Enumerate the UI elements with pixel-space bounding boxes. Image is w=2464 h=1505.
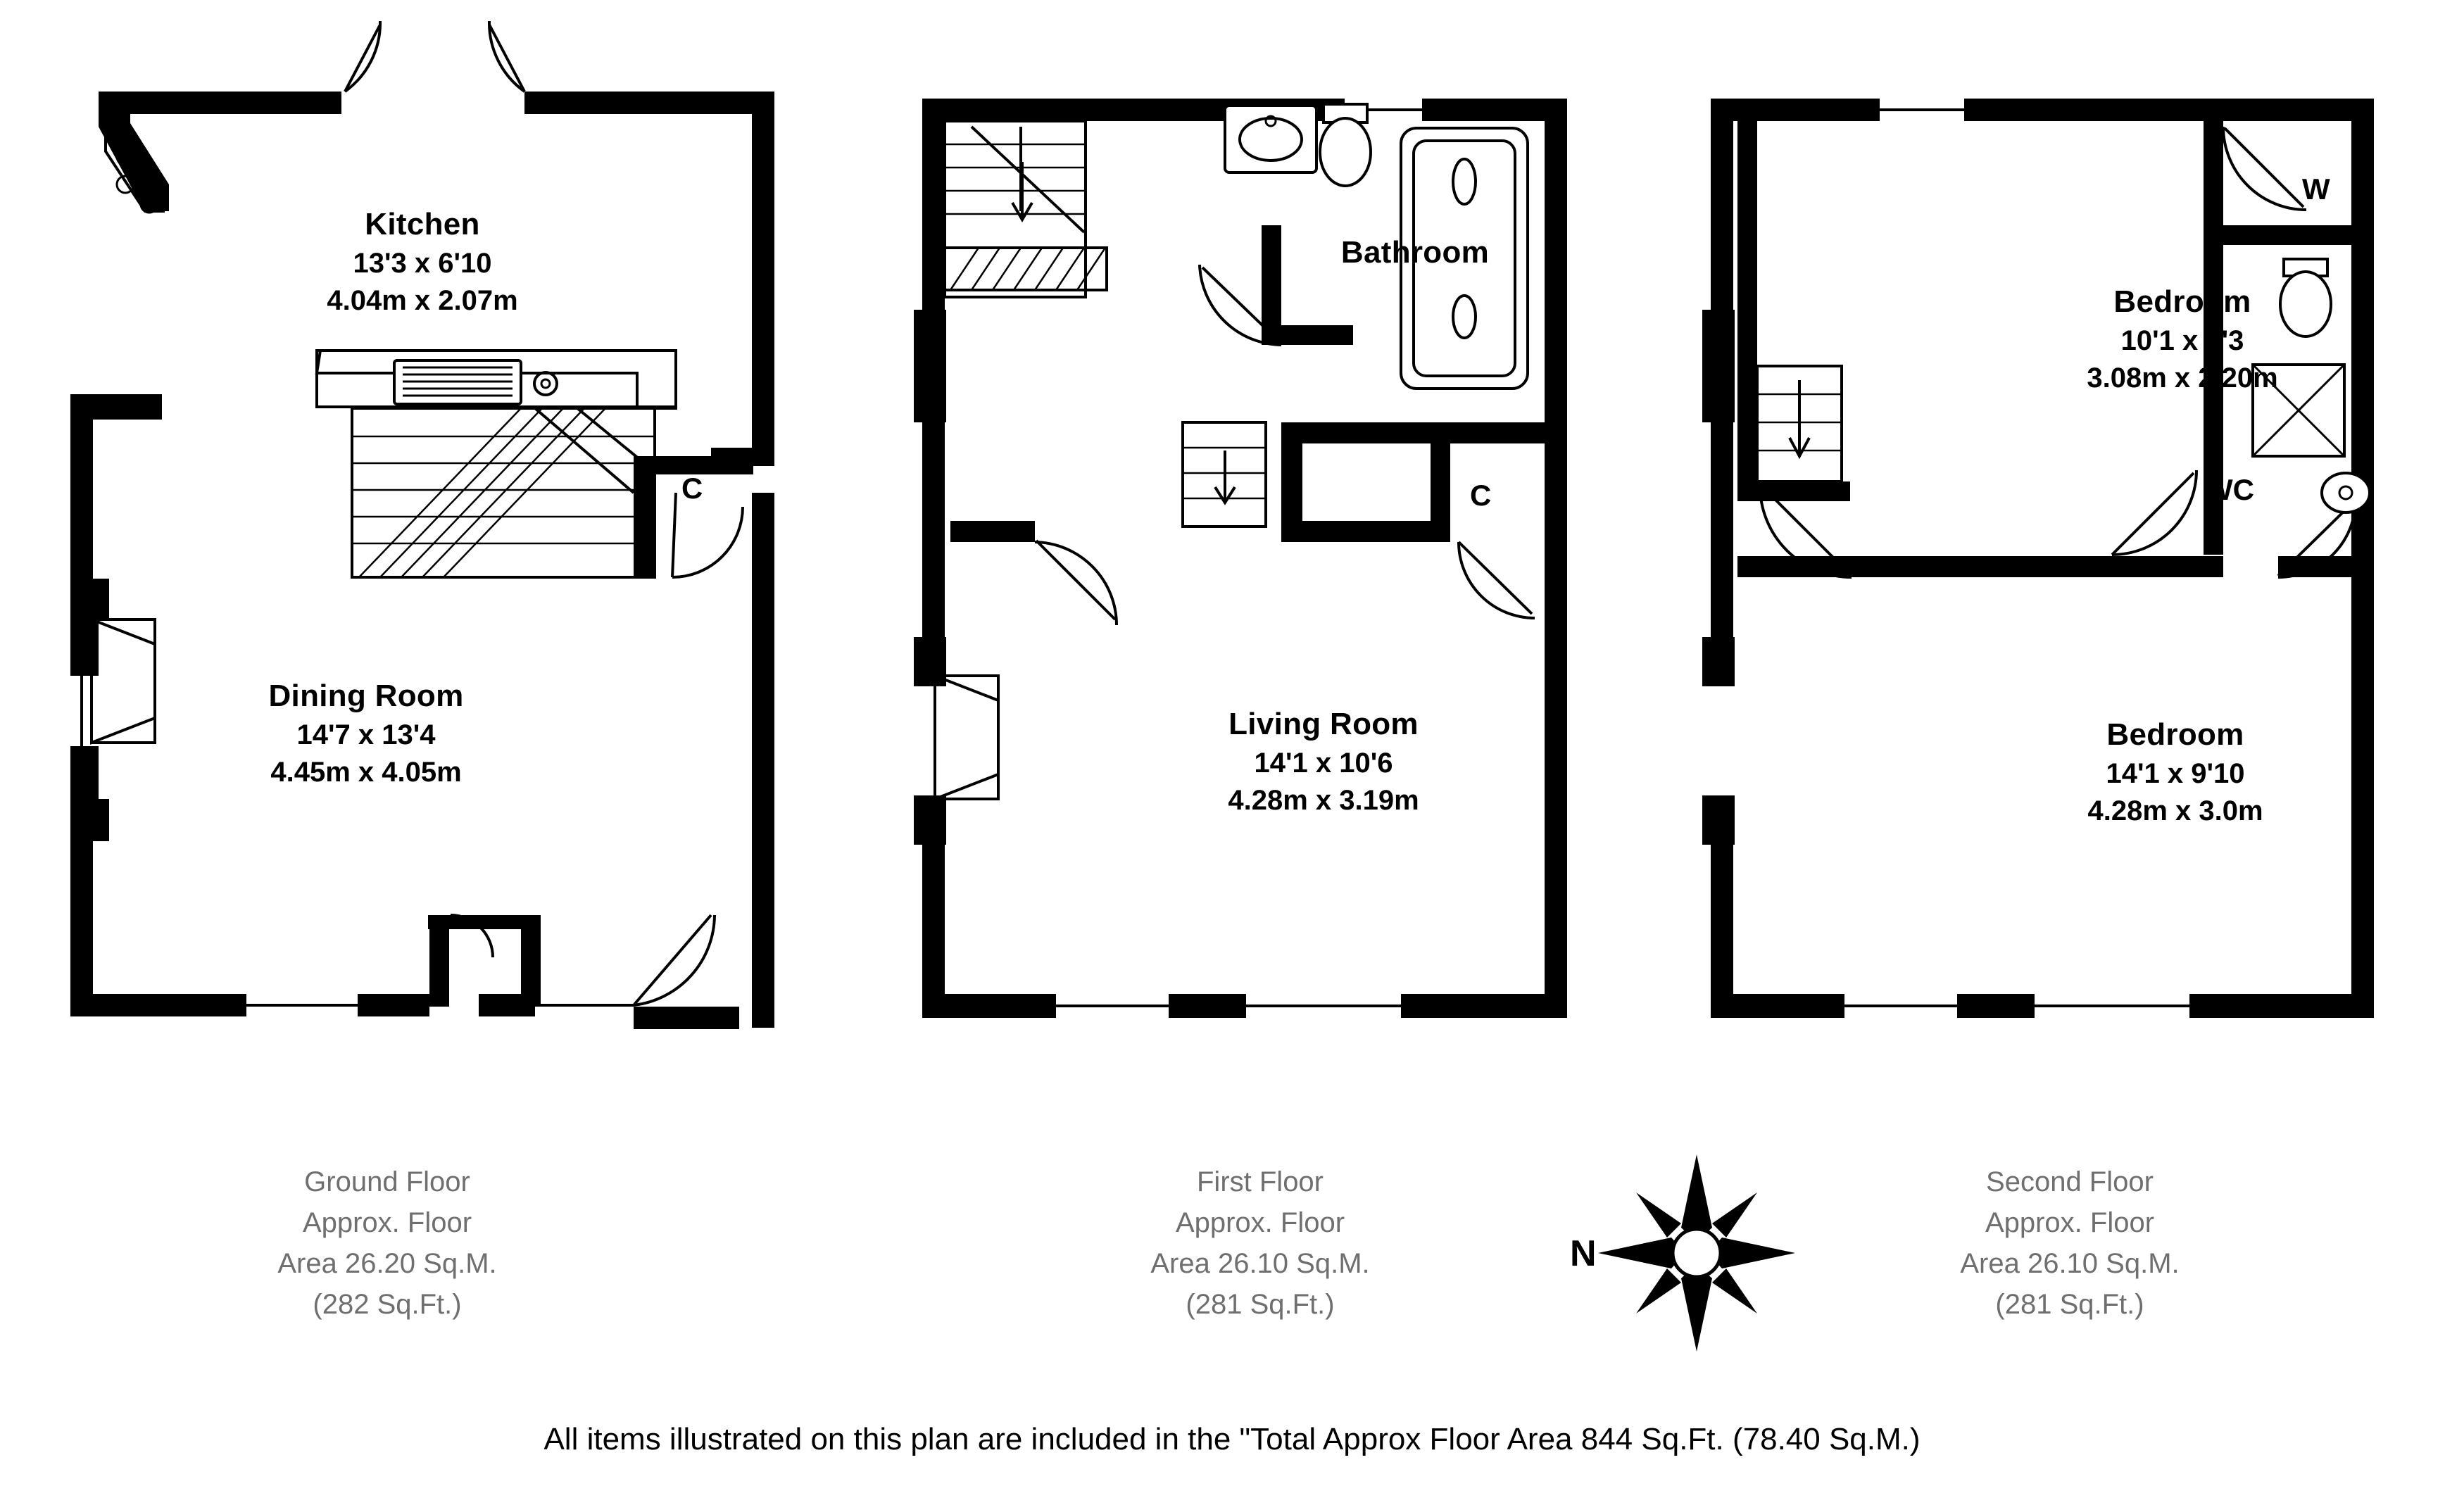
compass (1528, 1140, 1823, 1366)
second-floor-plan (1619, 0, 2464, 1320)
compass-north-label: N (1570, 1233, 1597, 1274)
ground-floor-drawing (0, 0, 845, 1098)
first-floor-drawing (831, 0, 1647, 1098)
front-door (634, 915, 715, 1005)
second-floor-caption (1788, 1161, 2351, 1325)
footer-note: All items illustrated on this plan are included in the "Total Approx Floor Area 844 Sq.Ft. (78.40 Sq.M.) (543, 1422, 1921, 1456)
fireplace-icon (935, 676, 998, 799)
staircase-down (1757, 366, 1842, 481)
wc-tag: WC (2205, 473, 2254, 506)
caption-line2: Approx. Floor (1175, 1207, 1345, 1238)
room-label-kitchen (204, 204, 641, 320)
room-label-living-room (1063, 704, 1584, 819)
room-name: Kitchen (365, 207, 480, 241)
toilet-icon (1320, 104, 1371, 186)
caption-line4: (282 Sq.Ft.) (313, 1289, 462, 1320)
room-dim-metric: 4.28m x 3.19m (1228, 784, 1419, 816)
room-label-bathroom (1253, 232, 1577, 273)
room-label-bedroom-1 (1950, 282, 2415, 397)
compass-rose-icon (1528, 1140, 1823, 1366)
bedroom1-door (2112, 470, 2196, 555)
staircase (352, 408, 655, 577)
top-double-doors (345, 21, 524, 92)
room-dim-metric: 4.28m x 3.0m (2087, 795, 2263, 826)
room-dim-imperial: 14'7 x 13'4 (296, 719, 436, 751)
caption-line3: Area 26.10 Sq.M. (1960, 1248, 2180, 1279)
room-dim-imperial: 14'1 x 9'10 (2106, 758, 2245, 790)
caption-line3: Area 26.10 Sq.M. (1150, 1248, 1370, 1279)
second-floor-drawing (1619, 0, 2464, 1098)
cupboard-door-swing (672, 507, 743, 577)
sink-icon (394, 360, 557, 404)
caption-line4: (281 Sq.Ft.) (1186, 1289, 1335, 1320)
living-room-door (1035, 541, 1117, 625)
caption-line2: Approx. Floor (302, 1207, 472, 1238)
first-floor-caption (993, 1161, 1528, 1325)
caption-line2: Approx. Floor (1985, 1207, 2155, 1238)
room-name: Bedroom (2113, 284, 2251, 319)
room-label-dining-room (99, 676, 634, 791)
wardrobe-door (2223, 127, 2306, 210)
caption-title: Ground Floor (304, 1166, 470, 1197)
caption-line3: Area 26.20 Sq.M. (277, 1248, 497, 1279)
staircase-second-flight (1183, 422, 1266, 527)
room-dim-metric: 4.45m x 4.05m (270, 756, 462, 788)
room-name: Bathroom (1340, 235, 1490, 270)
staircase-up (945, 121, 1107, 297)
cupboard-door-leaf (672, 493, 676, 577)
room-label-bedroom-2 (1943, 714, 2408, 830)
first-floor-plan (831, 0, 1647, 1320)
room-dim-imperial: 13'3 x 6'10 (353, 248, 492, 279)
room-name: Dining Room (268, 679, 464, 713)
room-dim-metric: 3.08m x 2.20m (2087, 362, 2278, 393)
washbasin-icon (1225, 106, 1316, 172)
caption-title: Second Floor (1986, 1166, 2154, 1197)
caption-title: First Floor (1197, 1166, 1324, 1197)
room-name: Bedroom (2106, 717, 2244, 752)
cupboard-tag-c: C (681, 472, 703, 505)
wardrobe-tag-w: W (2302, 172, 2330, 206)
cupboard-tag-c: C (1470, 479, 1492, 512)
ground-floor-plan (0, 0, 845, 1320)
wc-basin-icon (2322, 473, 2370, 512)
cupboard-door (1459, 542, 1535, 618)
ground-floor-caption (92, 1161, 683, 1325)
caption-line4: (281 Sq.Ft.) (1995, 1289, 2144, 1320)
room-name: Living Room (1228, 707, 1419, 741)
room-dim-imperial: 14'1 x 10'6 (1254, 748, 1393, 779)
room-dim-metric: 4.04m x 2.07m (327, 284, 518, 316)
room-dim-imperial: 10'1 x 7'3 (2120, 325, 2244, 357)
